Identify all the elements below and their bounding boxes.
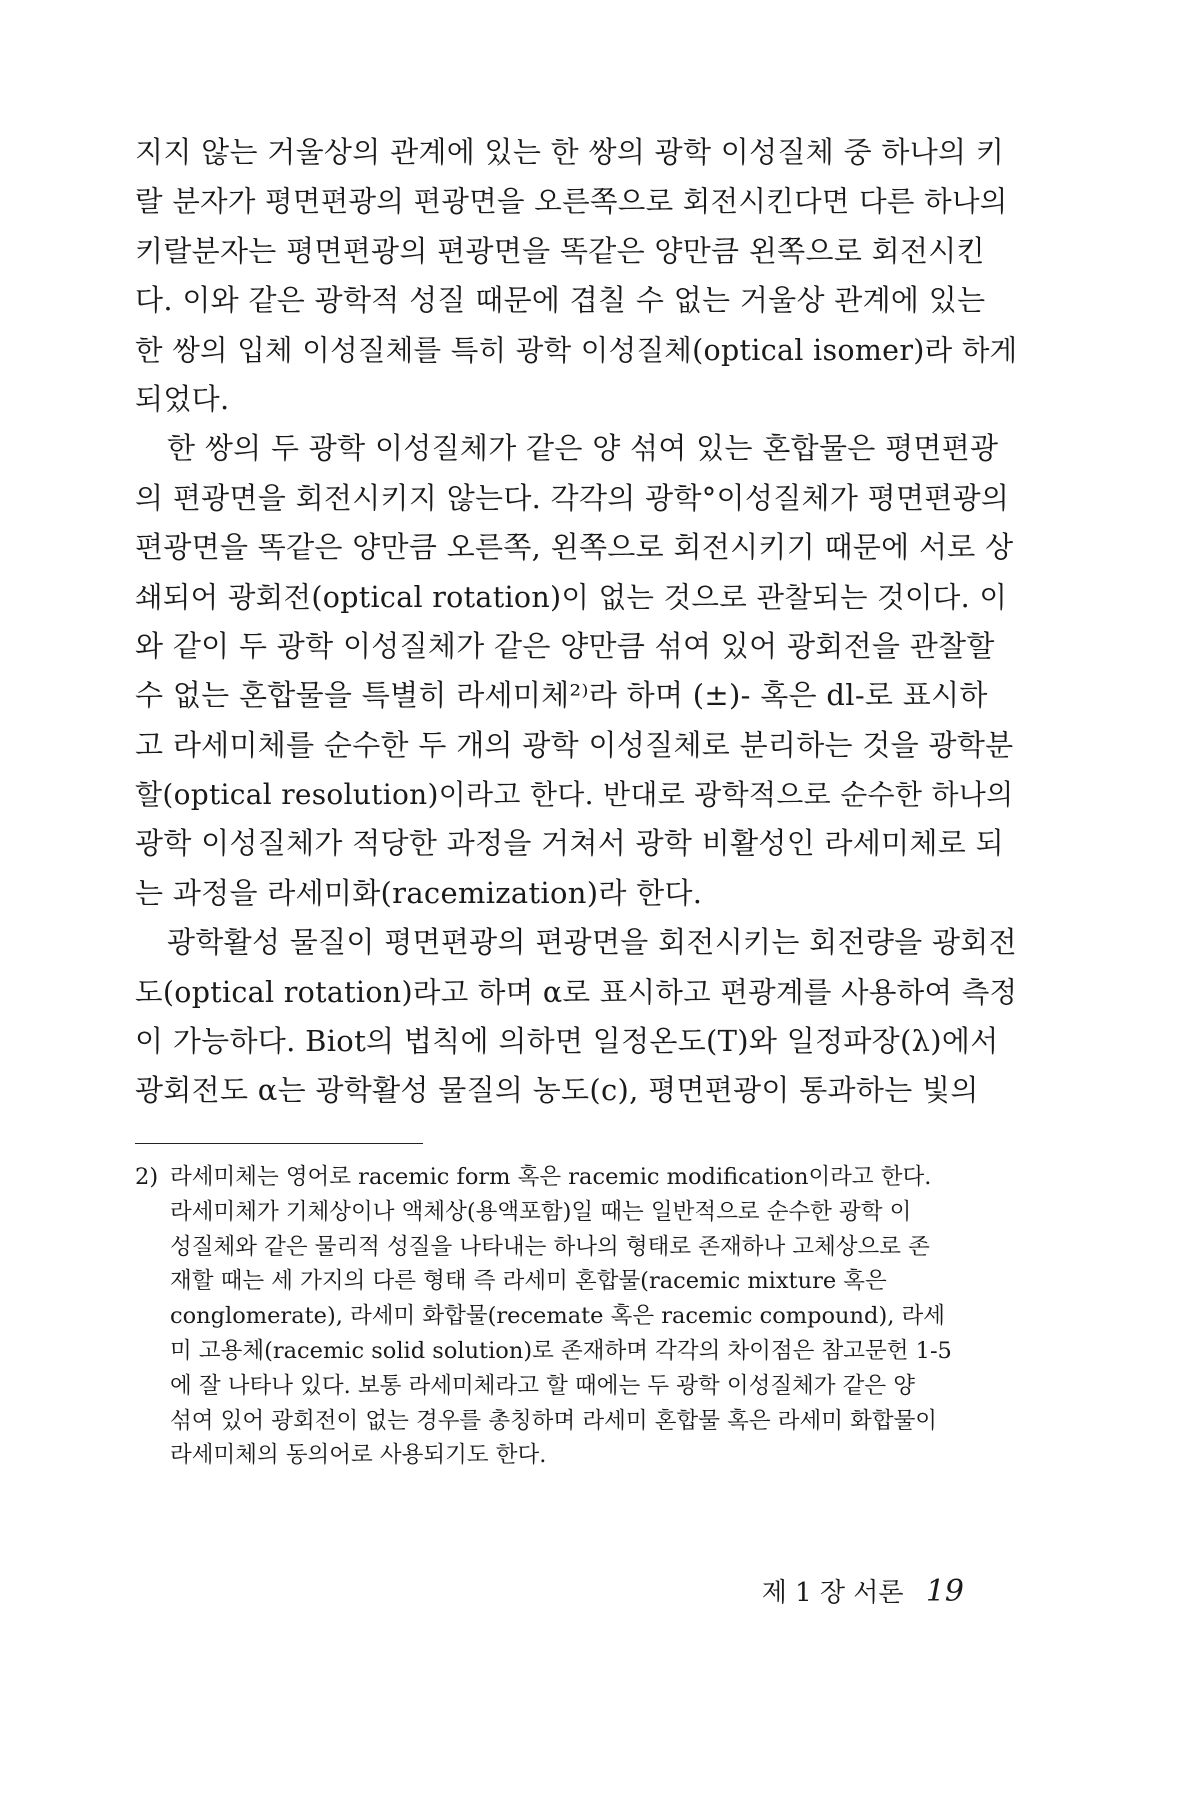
footnote-line: 재할 때는 세 가지의 다른 형태 즉 라세미 혼합물(racemic mixture 혹은	[170, 1268, 887, 1295]
body-line: 수 없는 혼합물을 특별히 라세미체²⁾라 하며 (±)- 혹은 dl-로 표시하	[135, 678, 988, 713]
body-line: 광회전도 α는 광학활성 물질의 농도(c), 평면편광이 통과하는 빛의	[135, 1073, 979, 1108]
main-text	[135, 128, 1020, 1116]
body-line: 할(optical resolution)이라고 한다. 반대로 광학적으로 순수한 하나의	[135, 778, 1014, 812]
footnote-divider	[135, 1143, 423, 1144]
body-line: 쇄되어 광회전(optical rotation)이 없는 것으로 관찰되는 것이다. 이	[135, 580, 1008, 614]
body-line: 광학 이성질체가 적당한 과정을 거쳐서 광학 비활성인 라세미체로 되	[135, 826, 1004, 861]
footnote-line: 라세미체가 기체상이나 액체상(용액포함)일 때는 일반적으로 순수한 광학 이	[170, 1198, 912, 1225]
body-line: 는 과정을 라세미화(racemization)라 한다.	[135, 875, 703, 910]
footnote-marker: 2)	[135, 1164, 159, 1190]
footnote-line: conglomerate), 라세미 화합물(recemate 혹은 racemic compound), 라세	[170, 1303, 945, 1330]
running-footer	[762, 1572, 964, 1613]
chapter-title: 제 1 장 서론	[761, 1578, 904, 1608]
body-line: 한 쌍의 입체 이성질체를 특히 광학 이성질체(optical isomer)라 하게	[135, 333, 1018, 367]
page-number: 19	[925, 1574, 964, 1609]
body-line: 키랄분자는 평면편광의 편광면을 똑같은 양만큼 왼쪽으로 회전시킨	[135, 233, 985, 268]
footnote-line: 미 고용체(racemic solid solution)로 존재하며 각각의 차이점은 참고문헌 1-5	[170, 1337, 952, 1364]
body-line: 다. 이와 같은 광학적 성질 때문에 겹칠 수 없는 거울상 관계에 있는	[135, 283, 986, 318]
body-line: 랄 분자가 평면편광의 편광면을 오른쪽으로 회전시킨다면 다른 하나의	[135, 185, 1008, 219]
footnote-line: 섞여 있어 광회전이 없는 경우를 총칭하며 라세미 혼합물 혹은 라세미 화합물이	[170, 1407, 938, 1434]
body-line: 편광면을 똑같은 양만큼 오른쪽, 왼쪽으로 회전시키기 때문에 서로 상	[135, 530, 1014, 565]
body-line: 와 같이 두 광학 이성질체가 같은 양만큼 섞여 있어 광회전을 관찰할	[135, 628, 995, 663]
paragraph-start-line: 한 쌍의 두 광학 이성질체가 같은 양 섞여 있는 혼합물은 평면편광	[167, 431, 999, 466]
footnote	[135, 1160, 1020, 1473]
paragraph-start-line: 광학활성 물질이 평면편광의 편광면을 회전시키는 회전량을 광회전	[167, 925, 1017, 960]
footnote-text: 라세미체는 영어로 racemic form 혹은 racemic modification이라고 한다.	[170, 1164, 932, 1190]
body-line: 되었다.	[135, 381, 230, 416]
body-line: 도(optical rotation)라고 하며 α로 표시하고 편광계를 사용하여 측정	[135, 975, 1018, 1009]
footnote-line	[135, 1160, 1020, 1195]
body-line: 지지 않는 거울상의 관계에 있는 한 쌍의 광학 이성질체 중 하나의 키	[135, 135, 1005, 169]
body-line: 고 라세미체를 순수한 두 개의 광학 이성질체로 분리하는 것을 광학분	[135, 727, 1014, 762]
body-line: 의 편광면을 회전시키지 않는다. 각각의 광학°이성질체가 평면편광의	[135, 480, 1010, 515]
body-line: 이 가능하다. Biot의 법칙에 의하면 일정온도(T)와 일정파장(λ)에서	[135, 1024, 999, 1059]
footnote-line: 성질체와 같은 물리적 성질을 나타내는 하나의 형태로 존재하나 고체상으로 존	[170, 1233, 930, 1260]
footnote-line: 에 잘 나타나 있다. 보통 라세미체라고 할 때에는 두 광학 이성질체가 같은 양	[170, 1372, 916, 1399]
footnote-line: 라세미체의 동의어로 사용되기도 한다.	[170, 1442, 547, 1469]
